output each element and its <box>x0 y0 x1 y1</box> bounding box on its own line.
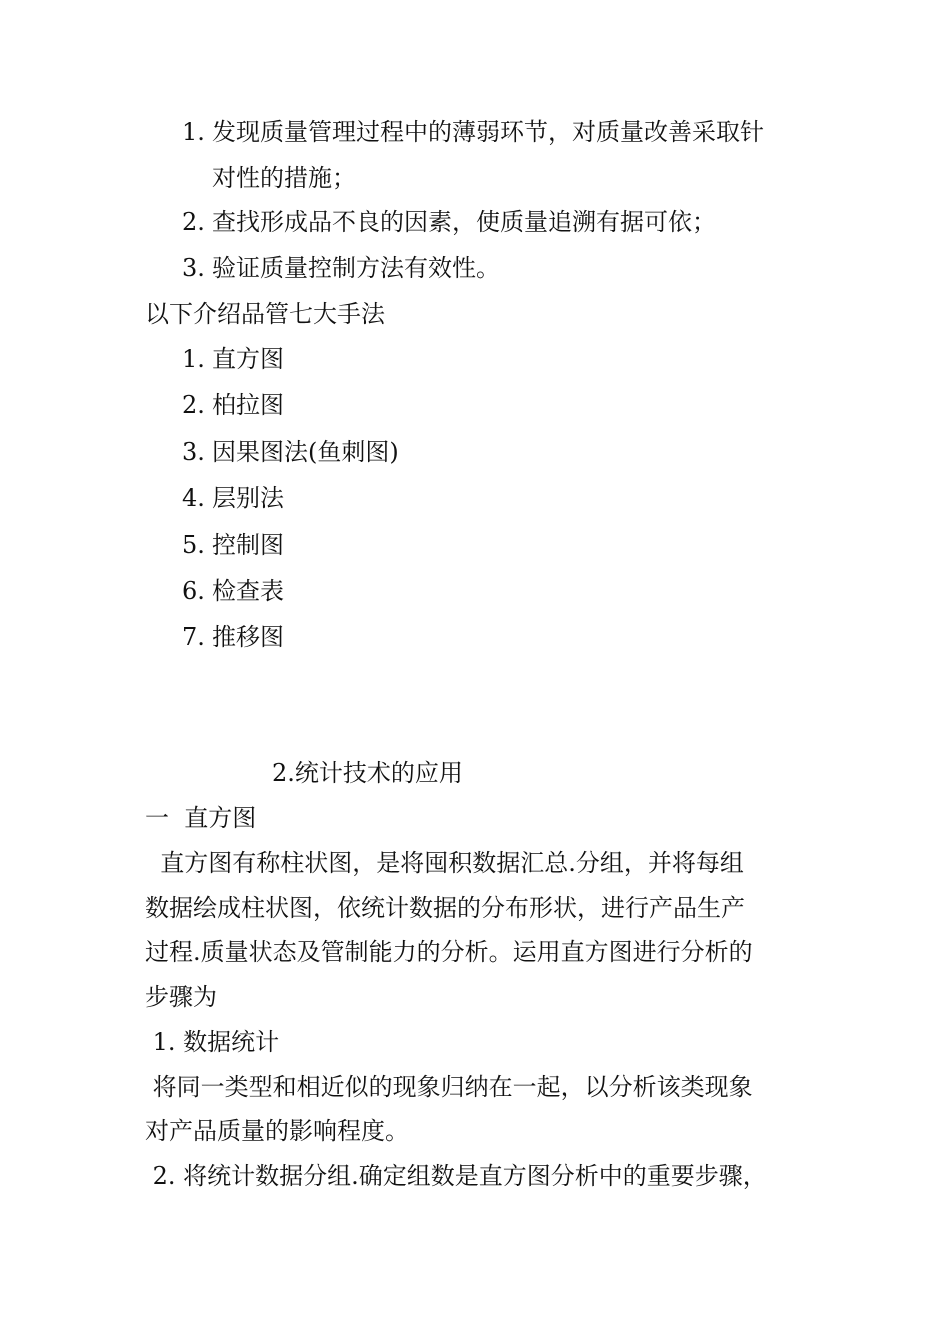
tool-item-3 <box>182 437 399 467</box>
list-number: 1. <box>182 118 205 146</box>
list-text: 控制图 <box>212 531 284 559</box>
step-1-text-line: 对产品质量的影响程度。 <box>145 1117 409 1145</box>
list-text: 验证质量控制方法有效性。 <box>212 254 500 282</box>
list-text: 发现质量管理过程中的薄弱环节，对质量改善采取针 <box>212 118 764 146</box>
purpose-item-2 <box>182 207 716 237</box>
list-number: 7. <box>182 623 205 651</box>
list-number: 1. <box>182 345 205 373</box>
paragraph-line: 步骤为 <box>145 983 217 1011</box>
list-number: 3. <box>182 438 205 466</box>
list-text: 检查表 <box>212 577 284 605</box>
step-2-text: 2. 将统计数据分组.确定组数是直方图分析中的重要步骤， <box>145 1162 767 1190</box>
tool-item-1 <box>182 344 284 374</box>
tool-item-6 <box>182 576 284 606</box>
list-number: 6. <box>182 577 205 605</box>
tools-intro: 以下介绍品管七大手法 <box>145 300 385 328</box>
purpose-item-3 <box>182 253 500 283</box>
list-text: 推移图 <box>212 623 284 651</box>
list-text: 直方图 <box>212 345 284 373</box>
list-text: 柏拉图 <box>212 391 284 419</box>
subsection-title: 一 直方图 <box>145 804 257 832</box>
step-1-title: 1. 数据统计 <box>145 1028 280 1056</box>
paragraph-line: 直方图有称柱状图，是将囤积数据汇总.分组，并将每组 <box>145 849 744 877</box>
list-number: 2. <box>182 208 205 236</box>
list-number: 3. <box>182 254 205 282</box>
tool-item-2 <box>182 390 284 420</box>
tool-item-4 <box>182 483 284 513</box>
tool-item-5 <box>182 530 284 560</box>
list-number: 2. <box>182 391 205 419</box>
list-number: 5. <box>182 531 205 559</box>
list-text: 查找形成品不良的因素，使质量追溯有据可依； <box>212 208 716 236</box>
tool-item-7 <box>182 622 284 652</box>
purpose-item-1 <box>182 117 764 147</box>
list-text: 层别法 <box>212 484 284 512</box>
paragraph-line: 过程.质量状态及管制能力的分析。运用直方图进行分析的 <box>145 938 753 966</box>
purpose-item-1-continuation: 对性的措施； <box>212 164 356 192</box>
step-1-text-line: 将同一类型和相近似的现象归纳在一起，以分析该类现象 <box>145 1073 753 1101</box>
list-number: 4. <box>182 484 205 512</box>
section-title: 2.统计技术的应用 <box>272 759 463 787</box>
list-text: 因果图法(鱼刺图) <box>212 438 399 466</box>
paragraph-line: 数据绘成柱状图，依统计数据的分布形状，进行产品生产 <box>145 894 745 922</box>
